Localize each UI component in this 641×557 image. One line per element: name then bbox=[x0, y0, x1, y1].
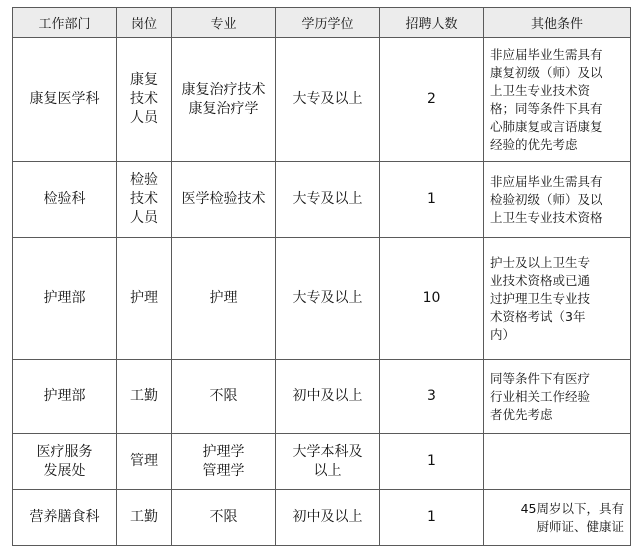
major-line: 康复治疗学 bbox=[188, 100, 259, 117]
major-cell bbox=[172, 434, 276, 490]
position-line: 护理 bbox=[130, 290, 158, 306]
other-line: 检验初级（师）及以 bbox=[490, 191, 603, 207]
recruitment-table bbox=[12, 7, 631, 546]
other-line: 45周岁以下，具有 bbox=[520, 500, 624, 516]
position-line: 管理 bbox=[130, 453, 158, 469]
major-line: 护理学 bbox=[202, 443, 245, 460]
education-cell bbox=[276, 490, 380, 546]
major-line: 不限 bbox=[209, 388, 238, 404]
other-line: 上卫生专业技术资 bbox=[490, 82, 591, 98]
count-cell bbox=[380, 162, 484, 238]
table-row bbox=[13, 434, 631, 490]
header-education: 学历学位 bbox=[276, 8, 380, 38]
dept-cell bbox=[13, 490, 117, 546]
table-container bbox=[12, 7, 631, 546]
position-cell bbox=[117, 238, 172, 360]
other-cell bbox=[484, 360, 631, 434]
other-line: 业技术资格或已通 bbox=[490, 272, 591, 288]
dept-cell bbox=[13, 360, 117, 434]
dept-text: 营养膳食科 bbox=[29, 509, 100, 525]
position-cell bbox=[117, 38, 172, 162]
position-line: 技术 bbox=[130, 191, 158, 207]
education-text: 初中及以上 bbox=[292, 509, 363, 525]
count-cell bbox=[380, 490, 484, 546]
education-cell bbox=[276, 162, 380, 238]
education-line: 大学本科及 bbox=[292, 443, 363, 460]
education-text: 大专及以上 bbox=[292, 191, 363, 207]
header-row bbox=[13, 8, 631, 38]
count-text: 3 bbox=[427, 388, 436, 404]
count-text: 1 bbox=[427, 191, 436, 207]
education-cell bbox=[276, 360, 380, 434]
dept-line: 发展处 bbox=[43, 462, 86, 479]
other-line: 心肺康复或言语康复 bbox=[490, 118, 603, 134]
dept-text: 检验科 bbox=[43, 191, 86, 207]
other-cell bbox=[484, 238, 631, 360]
position-line: 技术 bbox=[130, 91, 158, 107]
major-cell bbox=[172, 360, 276, 434]
other-line: 非应届毕业生需具有 bbox=[490, 173, 603, 189]
education-line: 以上 bbox=[313, 462, 342, 479]
major-line: 管理学 bbox=[202, 462, 245, 479]
count-cell bbox=[380, 238, 484, 360]
header-other: 其他条件 bbox=[484, 8, 631, 38]
dept-cell bbox=[13, 162, 117, 238]
other-cell bbox=[484, 38, 631, 162]
other-line: 同等条件下有医疗 bbox=[490, 370, 591, 386]
dept-cell bbox=[13, 238, 117, 360]
other-cell bbox=[484, 162, 631, 238]
count-cell bbox=[380, 434, 484, 490]
count-cell bbox=[380, 360, 484, 434]
major-line: 康复治疗技术 bbox=[181, 81, 266, 98]
count-text: 1 bbox=[427, 509, 436, 525]
position-cell bbox=[117, 162, 172, 238]
education-text: 大专及以上 bbox=[292, 290, 363, 306]
dept-cell bbox=[13, 434, 117, 490]
education-cell bbox=[276, 38, 380, 162]
major-line: 护理 bbox=[209, 290, 238, 306]
position-line: 工勤 bbox=[130, 509, 158, 525]
table-row bbox=[13, 490, 631, 546]
other-cell bbox=[484, 490, 631, 546]
other-line: 行业相关工作经验 bbox=[490, 388, 591, 404]
position-line: 检验 bbox=[130, 172, 158, 188]
dept-cell bbox=[13, 38, 117, 162]
other-line: 者优先考虑 bbox=[490, 406, 553, 422]
other-line: 厨师证、健康证 bbox=[536, 518, 624, 534]
other-line: 术资格考试（3年 bbox=[490, 308, 586, 324]
major-line: 不限 bbox=[209, 509, 238, 525]
position-cell bbox=[117, 360, 172, 434]
position-cell bbox=[117, 434, 172, 490]
table-row bbox=[13, 162, 631, 238]
count-text: 10 bbox=[422, 290, 441, 306]
major-cell bbox=[172, 162, 276, 238]
header-major: 专业 bbox=[172, 8, 276, 38]
dept-text: 护理部 bbox=[43, 290, 86, 306]
count-text: 1 bbox=[427, 453, 436, 469]
education-text: 大专及以上 bbox=[292, 91, 363, 107]
education-cell bbox=[276, 238, 380, 360]
other-line: 护士及以上卫生专 bbox=[490, 254, 591, 270]
count-cell bbox=[380, 38, 484, 162]
count-text: 2 bbox=[427, 91, 436, 107]
header-position: 岗位 bbox=[117, 8, 172, 38]
major-cell bbox=[172, 490, 276, 546]
other-line: 康复初级（师）及以 bbox=[490, 64, 603, 80]
dept-line: 医疗服务 bbox=[36, 443, 93, 460]
header-count: 招聘人数 bbox=[380, 8, 484, 38]
header-dept: 工作部门 bbox=[13, 8, 117, 38]
position-cell bbox=[117, 490, 172, 546]
other-line: 上卫生专业技术资格 bbox=[490, 209, 603, 225]
education-text: 初中及以上 bbox=[292, 388, 363, 404]
position-line: 工勤 bbox=[130, 388, 158, 404]
major-line: 医学检验技术 bbox=[181, 191, 266, 207]
other-line: 经验的优先考虑 bbox=[490, 136, 578, 152]
major-cell bbox=[172, 38, 276, 162]
position-line: 康复 bbox=[130, 72, 158, 88]
other-cell bbox=[484, 434, 631, 490]
position-line: 人员 bbox=[130, 210, 158, 226]
table-row bbox=[13, 360, 631, 434]
dept-text: 护理部 bbox=[43, 388, 86, 404]
position-line: 人员 bbox=[130, 110, 158, 126]
other-line: 格；同等条件下具有 bbox=[490, 100, 603, 116]
education-cell bbox=[276, 434, 380, 490]
other-line: 非应届毕业生需具有 bbox=[490, 46, 603, 62]
major-cell bbox=[172, 238, 276, 360]
dept-text: 康复医学科 bbox=[29, 91, 100, 107]
table-row bbox=[13, 38, 631, 162]
other-line: 内） bbox=[490, 326, 516, 342]
table-row bbox=[13, 238, 631, 360]
other-line: 过护理卫生专业技 bbox=[490, 290, 591, 306]
